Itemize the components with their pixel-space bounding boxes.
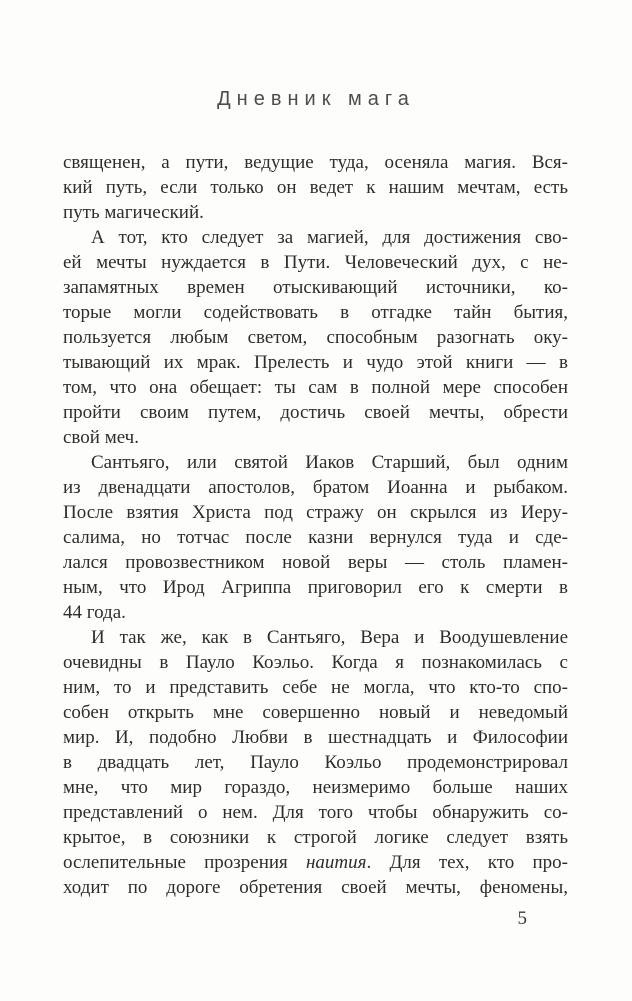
text-line [63,750,568,775]
text-line [63,775,568,800]
text-segment: крытое, в союзники к строгой логике следует взять [63,827,568,848]
text-segment: священен, а пути, ведущие туда, осеняла магия. Вся- [63,152,568,173]
text-segment: пользуется любым светом, способным разогнать оку- [63,327,568,348]
text-segment: том, что она обещает: ты сам в полной мере способен [63,377,568,398]
text-segment: мир. И, подобно Любви в шестнадцать и Философии [63,727,568,748]
text-block [63,150,568,900]
text-segment: 44 года. [63,602,126,623]
text-line [63,425,568,450]
text-segment: ослепительные прозрения [63,852,306,873]
text-segment: путь магический. [63,202,204,223]
text-line [63,150,568,175]
text-segment: ходит по дороге обретения своей мечты, феномены, [63,877,568,898]
text-line [63,725,568,750]
text-segment: После взятия Христа под стражу он скрылся из Иеру- [63,502,568,523]
text-segment: ним, то и представить себе не могла, что кто-то спо- [63,677,568,698]
text-line [63,500,568,525]
text-line [63,675,568,700]
text-line [63,525,568,550]
text-line [63,275,568,300]
text-segment: собен открыть мне совершенно новый и неведомый [63,702,568,723]
paragraph [63,150,568,225]
text-segment: ным, что Ирод Агриппа приговорил его к смерти в [63,577,568,598]
text-segment: кий путь, если только он ведет к нашим мечтам, есть [63,177,568,198]
text-segment: из двенадцати апостолов, братом Иоанна и рыбаком. [63,477,568,498]
text-line [63,225,568,250]
text-segment: салима, но тотчас после казни вернулся туда и сде- [63,527,568,548]
text-line [63,325,568,350]
text-segment: запамятных времен отыскивающий источники, ко- [63,277,568,298]
page-number: 5 [517,908,527,929]
text-segment: И так же, как в Сантьяго, Вера и Воодушевление [91,627,568,648]
text-line [63,600,568,625]
text-line [63,650,568,675]
text-line [63,700,568,725]
text-line [63,475,568,500]
text-line [63,350,568,375]
paragraph [63,625,568,900]
text-segment: тывающий их мрак. Прелесть и чудо этой книги — в [63,352,568,373]
running-head: Дневник мага [217,88,415,110]
text-line [63,400,568,425]
text-line [63,375,568,400]
text-segment: очевидны в Пауло Коэльо. Когда я познакомилась с [63,652,568,673]
text-segment: в двадцать лет, Пауло Коэльо продемонстрировал [63,752,568,773]
text-segment: лался провозвестником новой веры — столь пламен- [63,552,568,573]
text-segment: мне, что мир гораздо, неизмеримо больше наших [63,777,568,798]
text-line [63,825,568,850]
text-line [63,550,568,575]
text-line [63,450,568,475]
paragraph [63,450,568,625]
text-line [63,300,568,325]
text-segment: . Для тех, кто про- [366,852,568,873]
text-segment: свой меч. [63,427,139,448]
text-line [63,625,568,650]
text-segment: представлений о нем. Для того чтобы обнаружить со- [63,802,568,823]
text-line [63,575,568,600]
text-segment: торые могли содействовать в отгадке тайн бытия, [63,302,568,323]
text-segment: ей мечты нуждается в Пути. Человеческий дух, с не- [63,252,568,273]
text-line [63,250,568,275]
text-line [63,850,568,875]
paragraph [63,225,568,450]
text-line [63,875,568,900]
text-segment: пройти своим путем, достичь своей мечты, обрести [63,402,568,423]
text-line [63,175,568,200]
text-segment: Сантьяго, или святой Иаков Старший, был одним [91,452,568,473]
text-line [63,800,568,825]
text-segment: А тот, кто следует за магией, для достижения сво- [91,227,568,248]
text-line [63,200,568,225]
italic-text: наития [306,852,367,873]
